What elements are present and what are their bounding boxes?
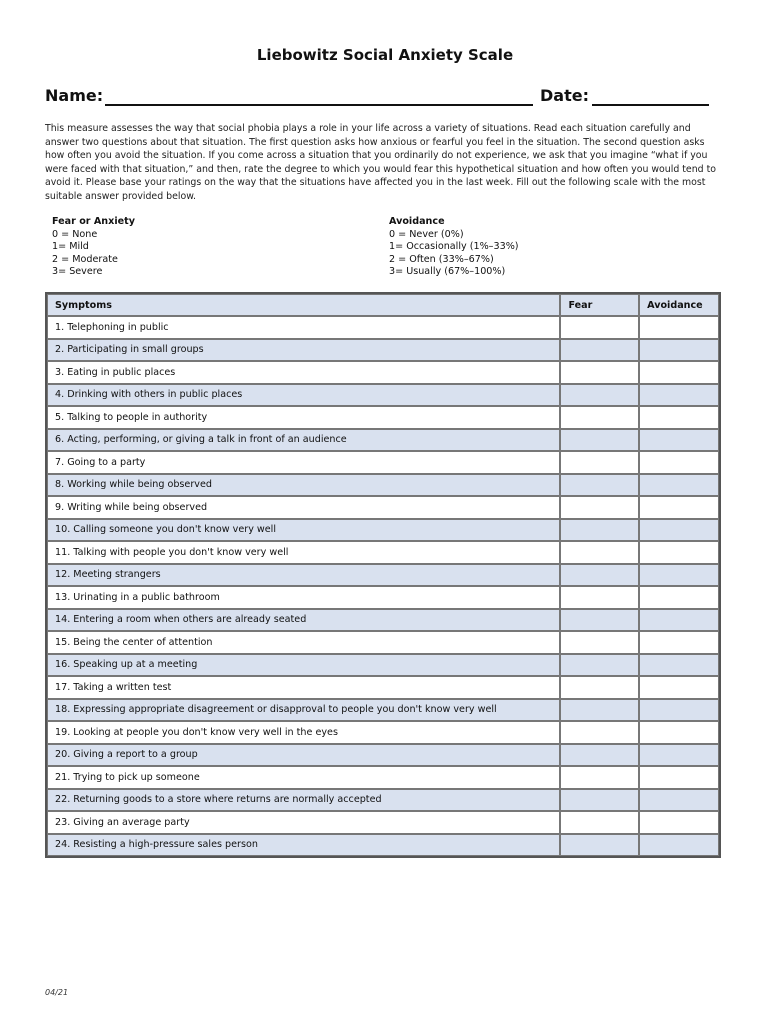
avoidance-rating-input[interactable] xyxy=(640,744,722,767)
table-row xyxy=(47,676,719,699)
avoidance-rating-input[interactable] xyxy=(640,541,722,564)
fear-cell[interactable] xyxy=(560,316,639,339)
fear-header: Fear xyxy=(560,294,639,316)
symptom-label: 12. Meeting strangers xyxy=(47,564,560,587)
fear-cell[interactable] xyxy=(560,496,639,519)
fear-cell[interactable] xyxy=(560,564,639,587)
table-row xyxy=(47,609,719,632)
table-row xyxy=(47,541,719,564)
fear-rating-input[interactable] xyxy=(561,654,642,677)
fear-cell[interactable] xyxy=(560,834,639,857)
fear-rating-input[interactable] xyxy=(561,721,642,744)
avoidance-cell[interactable] xyxy=(639,339,719,362)
fear-cell[interactable] xyxy=(560,586,639,609)
symptom-label: 23. Giving an average party xyxy=(47,811,560,834)
avoidance-cell[interactable] xyxy=(639,541,719,564)
fear-rating-input[interactable] xyxy=(561,519,642,542)
fear-scale-legend xyxy=(52,216,135,279)
avoidance-cell[interactable] xyxy=(639,451,719,474)
fear-level-0: 0 = None xyxy=(52,228,98,240)
avoidance-cell[interactable] xyxy=(639,586,719,609)
avoidance-cell[interactable] xyxy=(639,474,719,497)
avoidance-rating-input[interactable] xyxy=(640,429,722,452)
symptom-label: 21. Trying to pick up someone xyxy=(47,766,560,789)
avoidance-rating-input[interactable] xyxy=(640,609,722,632)
avoidance-rating-input[interactable] xyxy=(640,676,722,699)
fear-level-2: 2 = Moderate xyxy=(52,253,118,265)
avoidance-cell[interactable] xyxy=(639,519,719,542)
fear-rating-input[interactable] xyxy=(561,586,642,609)
table-header-row xyxy=(47,294,719,316)
avoidance-rating-input[interactable] xyxy=(640,339,722,362)
fear-cell[interactable] xyxy=(560,451,639,474)
fear-rating-input[interactable] xyxy=(561,339,642,362)
avoidance-cell[interactable] xyxy=(639,721,719,744)
avoidance-cell[interactable] xyxy=(639,384,719,407)
fear-cell[interactable] xyxy=(560,744,639,767)
fear-rating-input[interactable] xyxy=(561,316,642,339)
symptom-label: 18. Expressing appropriate disagreement or disapproval to people you don't know very well xyxy=(47,699,560,722)
fear-rating-input[interactable] xyxy=(561,541,642,564)
fear-level-3: 3= Severe xyxy=(52,266,103,278)
table-row xyxy=(47,834,719,857)
table-row xyxy=(47,316,719,339)
date-label: Date: xyxy=(540,86,589,105)
fear-cell[interactable] xyxy=(560,766,639,789)
fear-cell[interactable] xyxy=(560,789,639,812)
fear-rating-input[interactable] xyxy=(561,474,642,497)
fear-rating-input[interactable] xyxy=(561,496,642,519)
avoidance-rating-input[interactable] xyxy=(640,721,722,744)
avoidance-cell[interactable] xyxy=(639,789,719,812)
avoidance-rating-input[interactable] xyxy=(640,361,722,384)
name-label: Name: xyxy=(45,86,104,105)
fear-cell[interactable] xyxy=(560,406,639,429)
avoidance-rating-input[interactable] xyxy=(640,631,722,654)
avoidance-rating-input[interactable] xyxy=(640,451,722,474)
avoidance-cell[interactable] xyxy=(639,676,719,699)
table-row xyxy=(47,339,719,362)
fear-rating-input[interactable] xyxy=(561,406,642,429)
avoidance-rating-input[interactable] xyxy=(640,766,722,789)
fear-cell[interactable] xyxy=(560,721,639,744)
fear-rating-input[interactable] xyxy=(561,609,642,632)
fear-cell[interactable] xyxy=(560,654,639,677)
symptom-label: 2. Participating in small groups xyxy=(47,339,560,362)
avoidance-rating-input[interactable] xyxy=(640,474,722,497)
avoidance-header: Avoidance xyxy=(639,294,719,316)
symptom-label: 17. Taking a written test xyxy=(47,676,560,699)
table-row xyxy=(47,564,719,587)
avoidance-level-1: 1= Occasionally (1%–33%) xyxy=(389,241,519,253)
avoidance-cell[interactable] xyxy=(639,406,719,429)
symptom-label: 24. Resisting a high-pressure sales person xyxy=(47,834,560,857)
avoidance-rating-input[interactable] xyxy=(640,519,722,542)
fear-cell[interactable] xyxy=(560,474,639,497)
table-row xyxy=(47,789,719,812)
fear-rating-input[interactable] xyxy=(561,564,642,587)
avoidance-cell[interactable] xyxy=(639,834,719,857)
revision-date: 04/21 xyxy=(45,988,69,997)
avoidance-rating-input[interactable] xyxy=(640,811,722,834)
avoidance-cell[interactable] xyxy=(639,744,719,767)
fear-cell[interactable] xyxy=(560,384,639,407)
fear-cell[interactable] xyxy=(560,429,639,452)
avoidance-cell[interactable] xyxy=(639,429,719,452)
name-field[interactable] xyxy=(107,86,531,106)
table-row xyxy=(47,451,719,474)
fear-rating-input[interactable] xyxy=(561,429,642,452)
avoidance-level-2: 2 = Often (33%–67%) xyxy=(389,253,494,265)
table-row xyxy=(47,429,719,452)
avoidance-cell[interactable] xyxy=(639,564,719,587)
page-title: Liebowitz Social Anxiety Scale xyxy=(256,46,514,64)
fear-scale-heading: Fear or Anxiety xyxy=(52,216,135,227)
table-row xyxy=(47,406,719,429)
avoidance-scale-heading: Avoidance xyxy=(389,216,445,227)
avoidance-cell[interactable] xyxy=(639,361,719,384)
fear-cell[interactable] xyxy=(560,609,639,632)
avoidance-cell[interactable] xyxy=(639,316,719,339)
avoidance-cell[interactable] xyxy=(639,609,719,632)
name-date-line xyxy=(45,86,725,110)
symptom-label: 4. Drinking with others in public places xyxy=(47,384,560,407)
symptom-label: 10. Calling someone you don't know very well xyxy=(47,519,560,542)
table-row xyxy=(47,631,719,654)
fear-cell[interactable] xyxy=(560,361,639,384)
fear-rating-input[interactable] xyxy=(561,766,642,789)
table-row xyxy=(47,586,719,609)
avoidance-rating-input[interactable] xyxy=(640,406,722,429)
date-field[interactable] xyxy=(594,86,707,106)
symptom-label: 14. Entering a room when others are already seated xyxy=(47,609,560,632)
avoidance-level-3: 3= Usually (67%–100%) xyxy=(389,266,506,278)
fear-rating-input[interactable] xyxy=(561,361,642,384)
avoidance-cell[interactable] xyxy=(639,631,719,654)
symptom-label: 13. Urinating in a public bathroom xyxy=(47,586,560,609)
avoidance-rating-input[interactable] xyxy=(640,496,722,519)
table-row xyxy=(47,654,719,677)
avoidance-cell[interactable] xyxy=(639,496,719,519)
avoidance-rating-input[interactable] xyxy=(640,834,722,857)
table-row xyxy=(47,496,719,519)
symptom-label: 3. Eating in public places xyxy=(47,361,560,384)
fear-cell[interactable] xyxy=(560,699,639,722)
symptom-label: 5. Talking to people in authority xyxy=(47,406,560,429)
symptom-label: 6. Acting, performing, or giving a talk in front of an audience xyxy=(47,429,560,452)
symptom-label: 20. Giving a report to a group xyxy=(47,744,560,767)
avoidance-rating-input[interactable] xyxy=(640,564,722,587)
avoidance-cell[interactable] xyxy=(639,766,719,789)
fear-cell[interactable] xyxy=(560,676,639,699)
instructions-paragraph: This measure assesses the way that social phobia plays a role in your life across a variety of situations. Read each situation carefully and answer two questions about that situation. The first question asks how anxious or fearful you feel in the situation. The second question asks how often you avoid the situation. If you come across a situation that you ordinarily do not experience, we ask that you imagine “what if you were faced with that situation,” and then, rate the degree to which you would fear this hypothetical situation and how often you would tend to avoid it. Please base your ratings on the way that the situations have affected you in the last week. Fill out the following scale with the most suitable answer provided below. xyxy=(45,123,716,202)
fear-rating-input[interactable] xyxy=(561,451,642,474)
symptom-label: 15. Being the center of attention xyxy=(47,631,560,654)
fear-rating-input[interactable] xyxy=(561,789,642,812)
fear-rating-input[interactable] xyxy=(561,676,642,699)
fear-cell[interactable] xyxy=(560,541,639,564)
avoidance-cell[interactable] xyxy=(639,654,719,677)
symptoms-header: Symptoms xyxy=(47,294,560,316)
avoidance-scale-legend xyxy=(389,216,519,279)
fear-rating-input[interactable] xyxy=(561,699,642,722)
avoidance-rating-input[interactable] xyxy=(640,789,722,812)
fear-cell[interactable] xyxy=(560,519,639,542)
table-row xyxy=(47,699,719,722)
avoidance-cell[interactable] xyxy=(639,811,719,834)
symptom-label: 19. Looking at people you don't know very well in the eyes xyxy=(47,721,560,744)
table-row xyxy=(47,384,719,407)
symptom-label: 7. Going to a party xyxy=(47,451,560,474)
table-row xyxy=(47,744,719,767)
fear-rating-input[interactable] xyxy=(561,834,642,857)
avoidance-rating-input[interactable] xyxy=(640,699,722,722)
table-row xyxy=(47,721,719,744)
avoidance-level-0: 0 = Never (0%) xyxy=(389,228,464,240)
symptom-label: 11. Talking with people you don't know very well xyxy=(47,541,560,564)
avoidance-rating-input[interactable] xyxy=(640,384,722,407)
table-row xyxy=(47,474,719,497)
fear-rating-input[interactable] xyxy=(561,384,642,407)
symptom-label: 22. Returning goods to a store where returns are normally accepted xyxy=(47,789,560,812)
avoidance-cell[interactable] xyxy=(639,699,719,722)
symptoms-table xyxy=(45,292,721,858)
avoidance-rating-input[interactable] xyxy=(640,586,722,609)
fear-cell[interactable] xyxy=(560,339,639,362)
symptom-label: 9. Writing while being observed xyxy=(47,496,560,519)
table-row xyxy=(47,361,719,384)
table-row xyxy=(47,766,719,789)
fear-rating-input[interactable] xyxy=(561,631,642,654)
fear-cell[interactable] xyxy=(560,631,639,654)
symptom-label: 1. Telephoning in public xyxy=(47,316,560,339)
fear-cell[interactable] xyxy=(560,811,639,834)
avoidance-rating-input[interactable] xyxy=(640,654,722,677)
fear-rating-input[interactable] xyxy=(561,744,642,767)
table-row xyxy=(47,519,719,542)
fear-rating-input[interactable] xyxy=(561,811,642,834)
fear-level-1: 1= Mild xyxy=(52,241,89,253)
avoidance-rating-input[interactable] xyxy=(640,316,722,339)
table-row xyxy=(47,811,719,834)
symptom-label: 8. Working while being observed xyxy=(47,474,560,497)
symptom-label: 16. Speaking up at a meeting xyxy=(47,654,560,677)
